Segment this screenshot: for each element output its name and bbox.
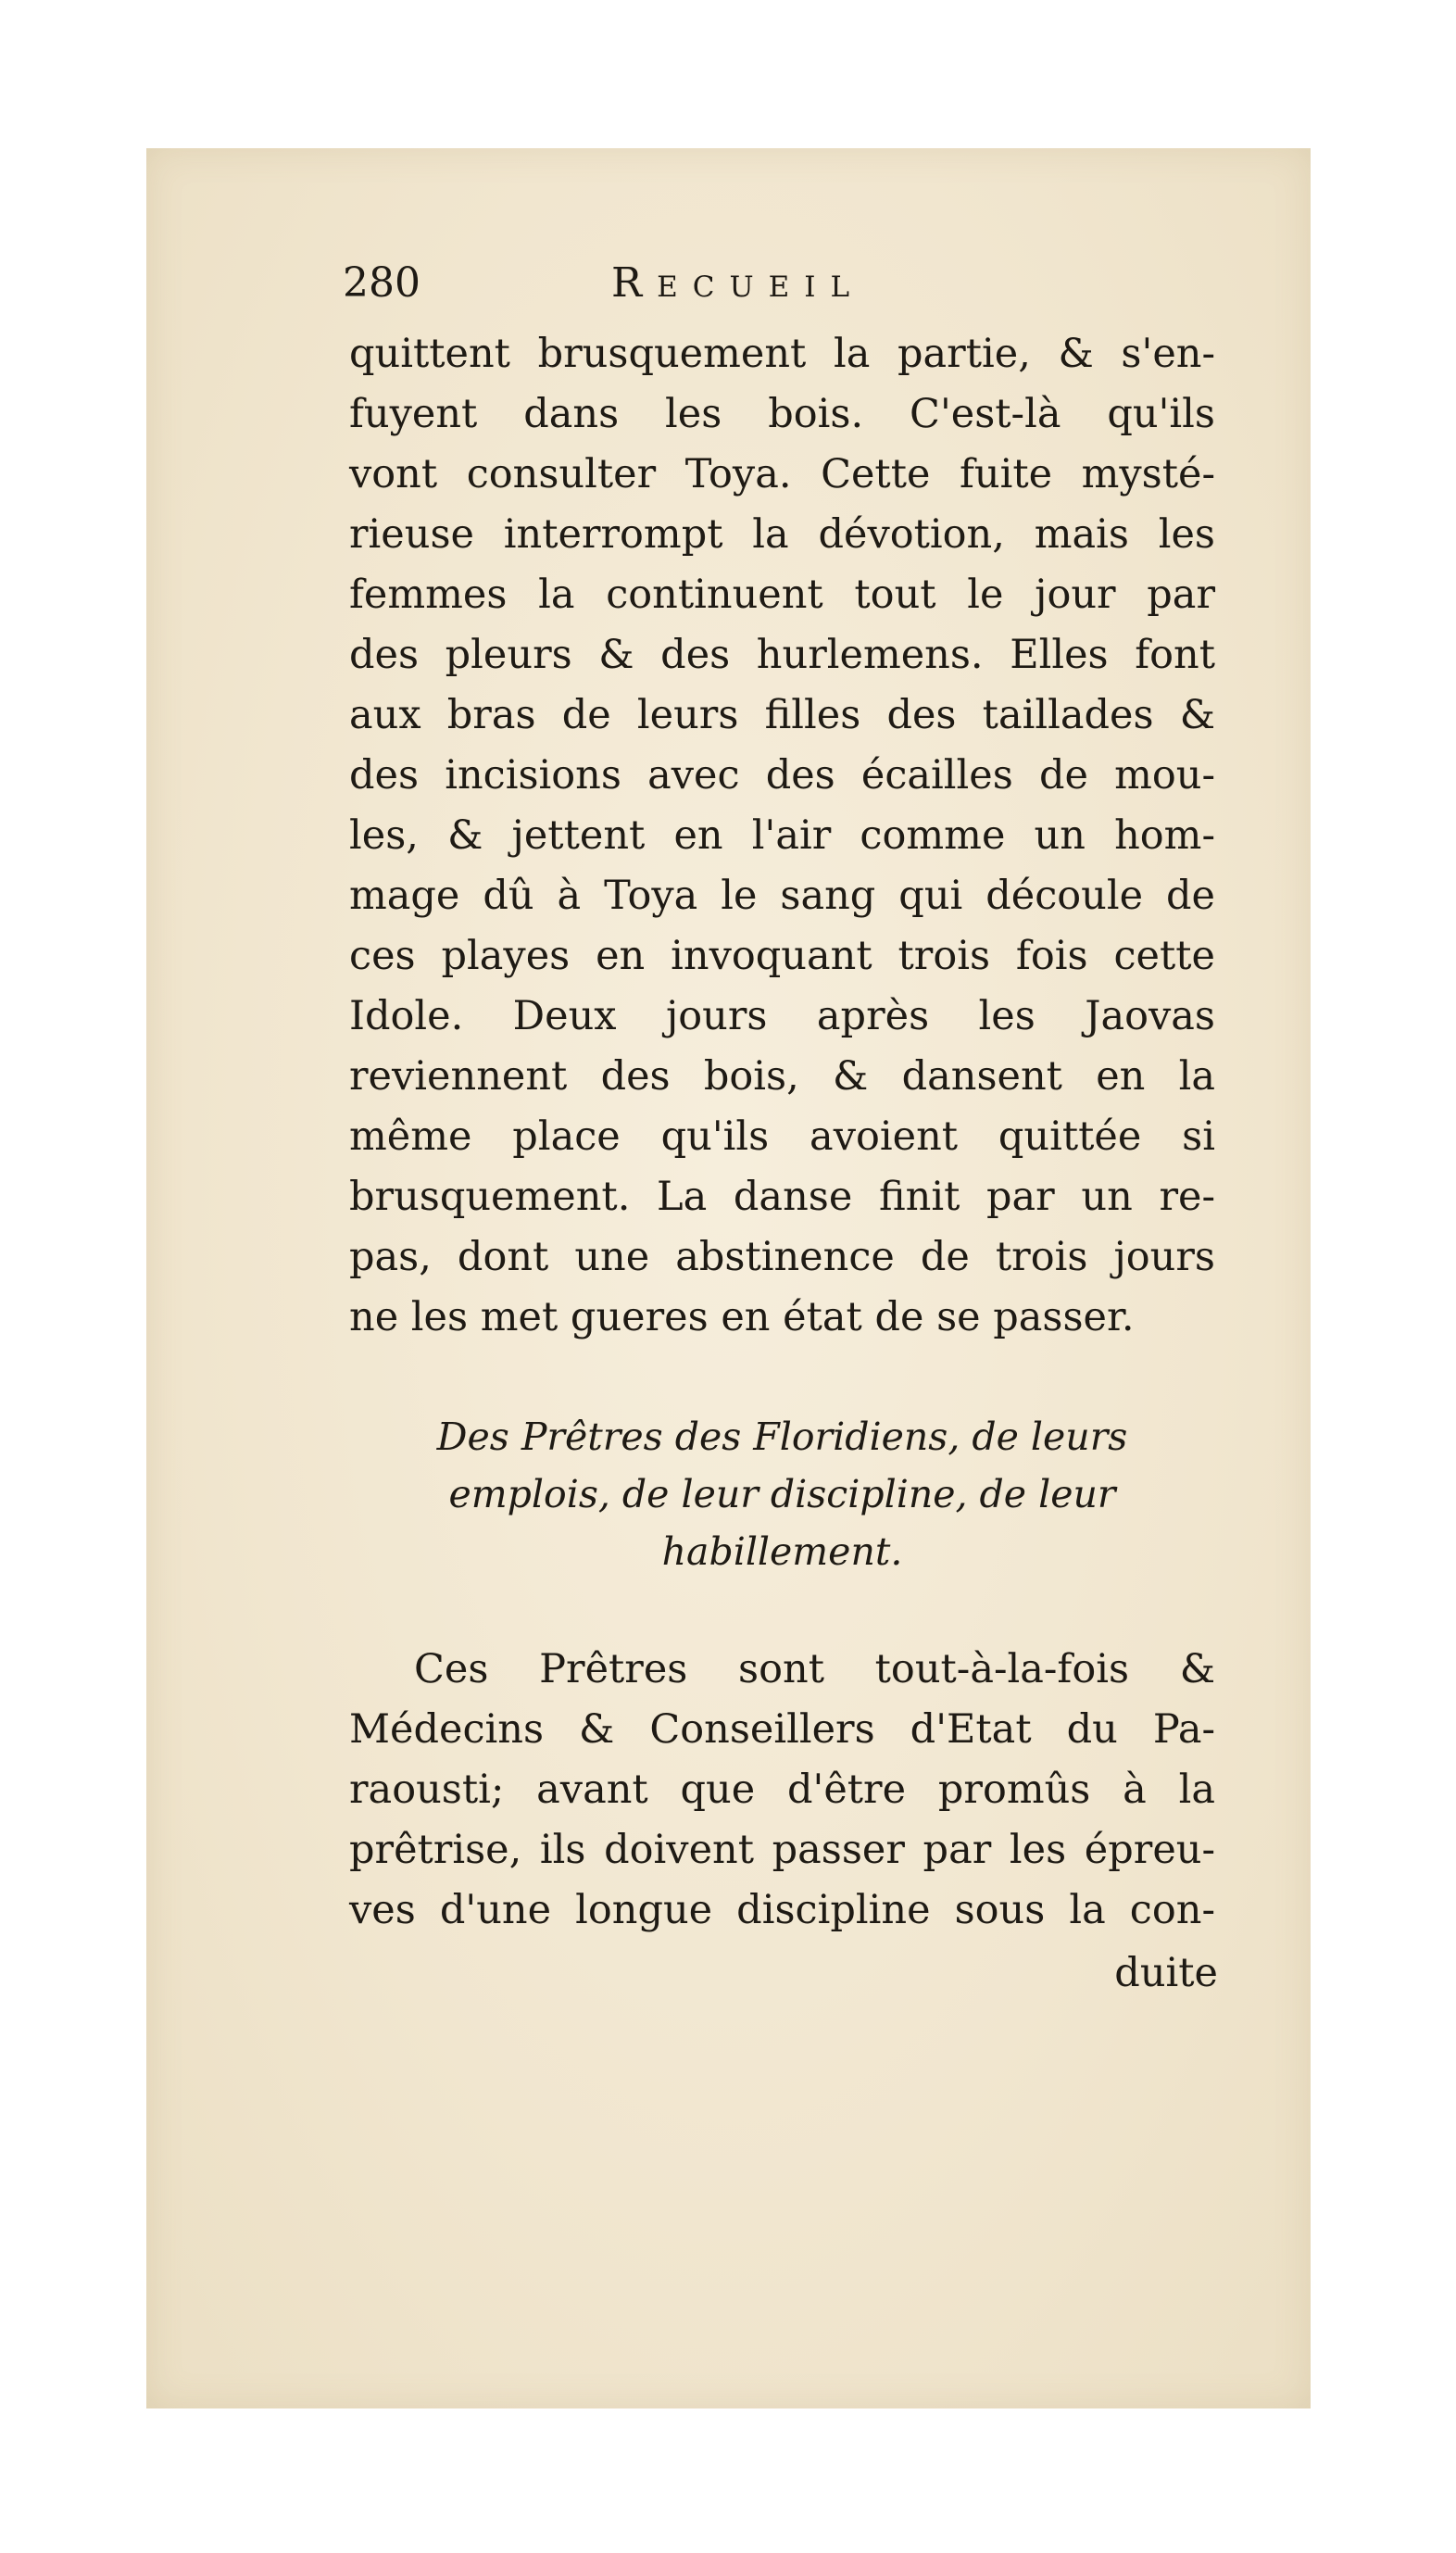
text-line: vont consulter Toya. Cette fuite mysté-	[349, 451, 1215, 497]
text-line: ces playes en invoquant trois fois cette	[349, 933, 1215, 979]
running-head: Recueil	[611, 259, 865, 307]
section-body	[349, 1640, 1215, 1941]
text-line: reviennent des bois, & dansent en la	[349, 1053, 1215, 1100]
text-line: fuyent dans les bois. C'est-là qu'ils	[349, 391, 1215, 437]
text-line: Idole. Deux jours après les Jaovas	[349, 993, 1215, 1039]
section-title-line: Des Prêtres des Floridiens, de leurs	[436, 1415, 1128, 1459]
text-line: prêtrise, ils doivent passer par les épreu-	[349, 1827, 1215, 1873]
text-line: Ces Prêtres sont tout-à-la-fois &	[414, 1646, 1215, 1692]
text-line: aux bras de leurs filles des taillades &	[349, 692, 1215, 738]
text-line: mage dû à Toya le sang qui découle de	[349, 873, 1215, 919]
section-title-line: emplois, de leur discipline, de leur	[448, 1472, 1116, 1516]
catchword: duite	[1114, 1950, 1218, 1996]
body-text	[349, 324, 1215, 1348]
text-line: quittent brusquement la partie, & s'en-	[349, 331, 1215, 377]
text-line: ves d'une longue discipline sous la con-	[349, 1887, 1215, 1933]
text-line: pas, dont une abstinence de trois jours	[349, 1234, 1215, 1280]
text-line: ne les met gueres en état de se passer.	[349, 1294, 1135, 1340]
text-line: même place qu'ils avoient quittée si	[349, 1113, 1215, 1160]
page-number: 280	[343, 259, 420, 307]
text-line: brusquement. La danse finit par un re-	[349, 1174, 1215, 1220]
section-title-line: habillement.	[661, 1529, 903, 1574]
text-line: Médecins & Conseillers d'Etat du Pa-	[349, 1706, 1215, 1753]
text-line: les, & jettent en l'air comme un hom-	[349, 812, 1215, 859]
page-header	[343, 259, 1223, 315]
text-line: raousti; avant que d'être promûs à la	[349, 1767, 1215, 1813]
text-line: des pleurs & des hurlemens. Elles font	[349, 632, 1215, 678]
section-title	[349, 1408, 1215, 1580]
text-line: femmes la continuent tout le jour par	[349, 572, 1215, 618]
text-line: des incisions avec des écailles de mou-	[349, 752, 1215, 799]
text-line: rieuse interrompt la dévotion, mais les	[349, 511, 1215, 558]
